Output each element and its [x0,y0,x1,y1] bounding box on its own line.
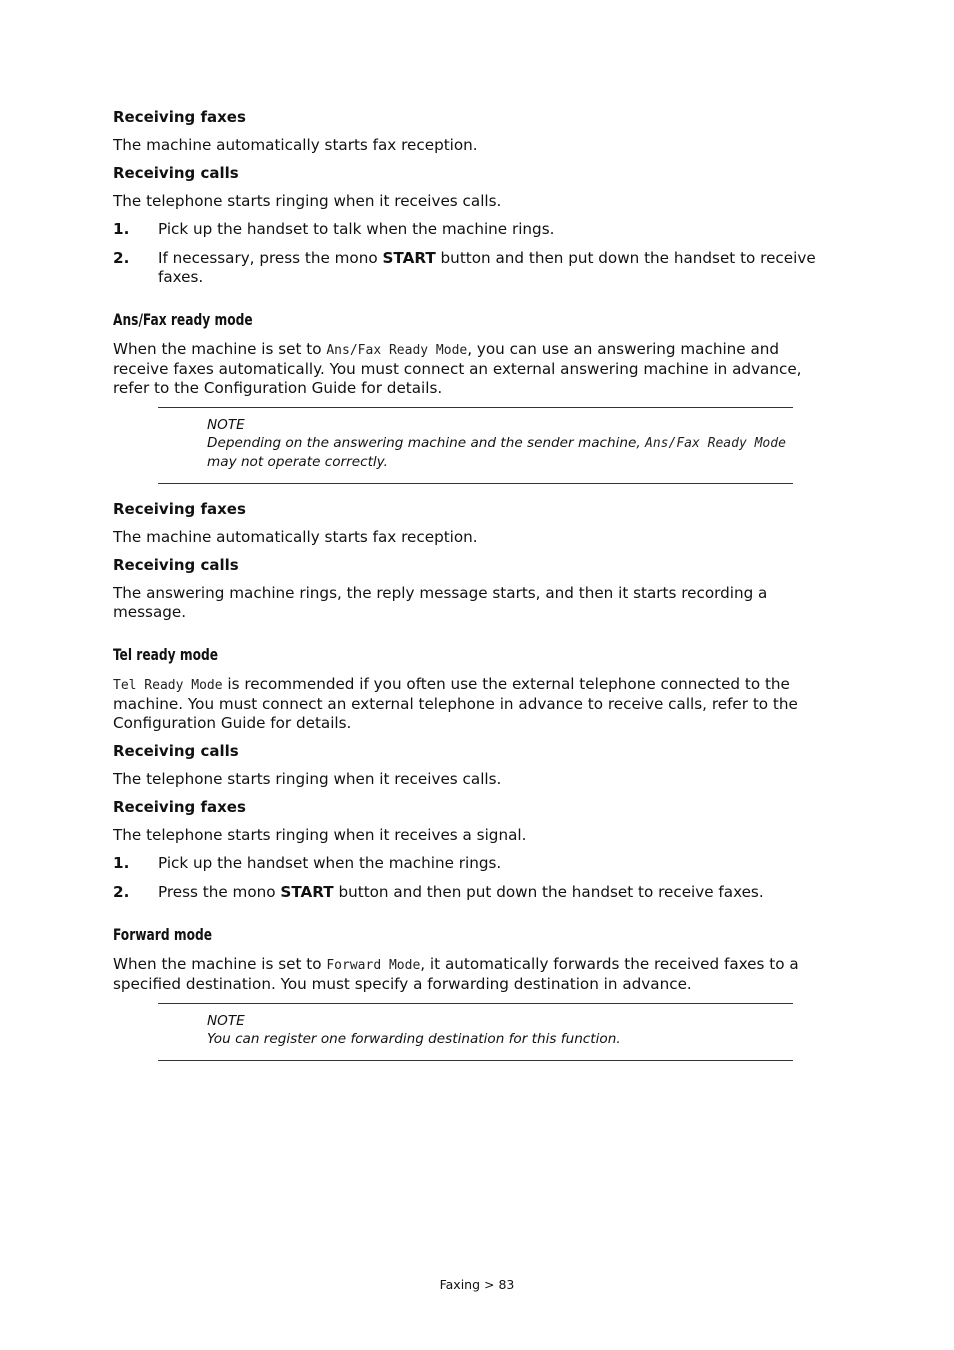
heading-receiving-calls: Receiving calls [113,556,239,574]
text: , you can use an answering machine and receive faxes automatically. You must connect an external answering machine in advance, refer to the Configuration Guide for details. [113,340,802,397]
step-text: Press the mono [158,883,281,901]
text: may not operate correctly. [207,454,388,470]
note-text [207,434,793,471]
text: When the machine is set to [113,340,327,358]
heading-forward-mode: Forward mode [113,925,213,944]
step-list [113,854,838,902]
start-keyword: START [382,249,436,267]
start-keyword: START [280,883,334,901]
paragraph [113,340,838,398]
text: Depending on the answering machine and the sender machine, [207,435,646,451]
paragraph: The machine automatically starts fax reception. [113,136,478,154]
page-footer: Faxing > 83 [439,1277,515,1292]
paragraph: The telephone starts ringing when it receives a signal. [113,826,527,844]
step-text: button and then put down the handset to receive faxes. [333,883,764,901]
list-item [113,220,838,239]
code-term: Forward Mode [326,958,421,973]
step-text: button and then put down the handset to receive faxes. [158,249,816,286]
step-text: If necessary, press the mono [158,249,383,267]
code-term: Tel Ready Mode [113,678,223,693]
paragraph: The answering machine rings, the reply message starts, and then it starts recording a message. [113,584,768,621]
heading-receiving-calls: Receiving calls [113,164,239,182]
paragraph: The machine automatically starts fax reception. [113,528,478,546]
note-box [158,1003,793,1061]
list-item [113,883,838,902]
heading-tel-ready-mode: Tel ready mode [113,645,219,664]
note-label: NOTE [207,1013,245,1029]
document-body [113,108,838,1077]
step-text: Pick up the handset to talk when the machine rings. [158,220,555,238]
paragraph [113,955,838,994]
step-number: 1. [113,854,130,872]
paragraph: The telephone starts ringing when it receives calls. [113,192,502,210]
list-item [113,854,838,873]
heading-ans-fax-ready-mode: Ans/Fax ready mode [113,310,253,329]
paragraph [113,675,838,733]
heading-receiving-faxes: Receiving faxes [113,500,246,518]
note-text: You can register one forwarding destination for this function. [207,1031,621,1047]
text: is recommended if you often use the external telephone connected to the machine. You must connect an external telephone in advance to receive calls, refer to the Configuration Guide for details. [113,675,798,732]
note-box [158,407,793,484]
heading-receiving-calls: Receiving calls [113,742,239,760]
step-number: 2. [113,883,130,901]
heading-receiving-faxes: Receiving faxes [113,108,246,126]
list-item [113,249,838,287]
heading-receiving-faxes: Receiving faxes [113,798,246,816]
code-term: Ans/Fax Ready Mode [326,343,468,358]
note-label: NOTE [207,417,245,433]
step-list [113,220,838,287]
text: , it automatically forwards the received faxes to a specified destination. You must specify a forwarding destination in advance. [113,955,799,993]
step-text: Pick up the handset when the machine rings. [158,854,502,872]
text: When the machine is set to [113,955,327,973]
paragraph: The telephone starts ringing when it receives calls. [113,770,502,788]
step-number: 2. [113,249,130,267]
code-term: Ans/Fax Ready Mode [645,436,786,451]
step-number: 1. [113,220,130,238]
